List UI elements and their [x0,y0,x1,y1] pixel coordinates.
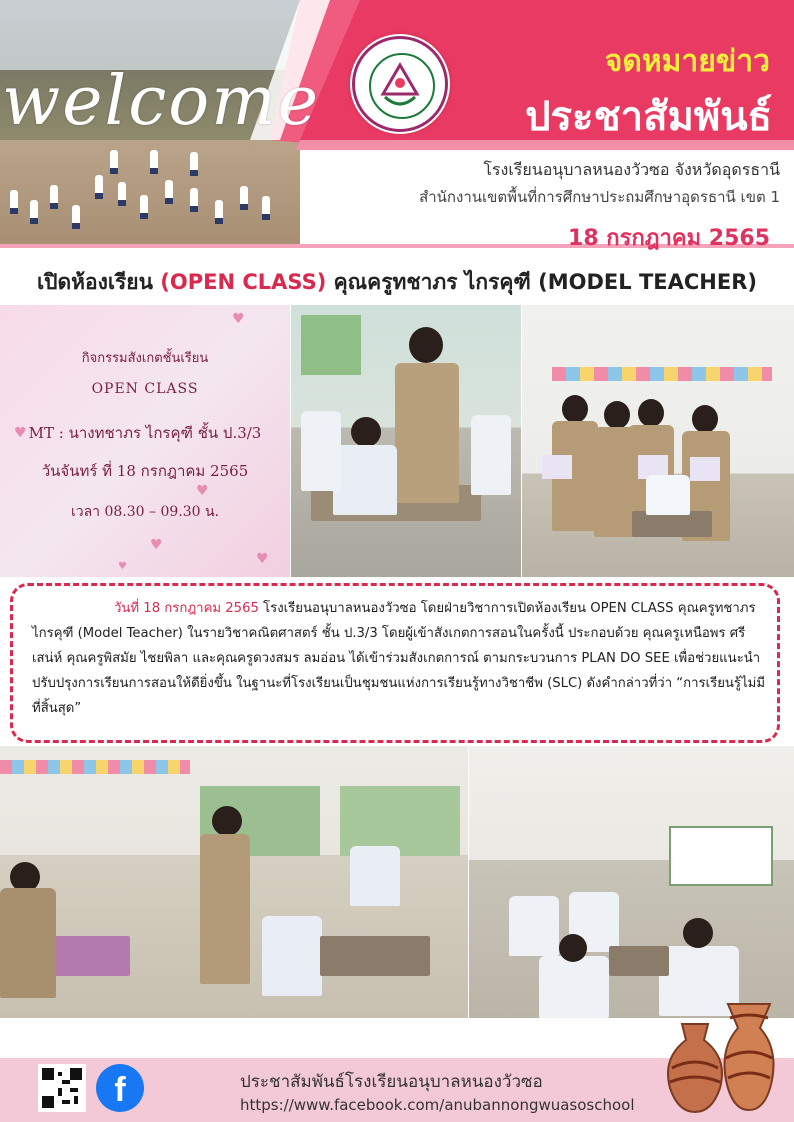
poster-line2: OPEN CLASS [91,381,199,397]
heart-icon: ♥ [118,561,127,572]
headline-part1: เปิดห้องเรียน [36,270,161,294]
issue-date: 18 กรกฎาคม 2565 [568,226,770,251]
footer-facebook-link[interactable]: https://www.facebook.com/anubannongwuasoschool [240,1096,635,1114]
summary-text [32,596,768,721]
heart-icon: ♥ [196,483,209,499]
headline-part3: คุณครูทชาภร ไกรคุฑี (MODEL TEACHER) [326,270,757,294]
headline-open-class: (OPEN CLASS) [160,270,327,294]
office-name: สำนักงานเขตพื้นที่การศึกษาประถมศึกษาอุดรธานี เขต 1 [419,188,780,206]
pr-title: ประชาสัมพันธ์ [525,94,772,140]
heart-icon: ♥ [14,425,27,441]
poster-line1: กิจกรรมสังเกตชั้นเรียน [81,351,209,366]
poster-line4: วันจันทร์ ที่ 18 กรกฎาคม 2565 [41,462,249,480]
header [0,0,794,250]
welcome-script: welcome [2,62,320,141]
facebook-icon[interactable]: f [96,1064,144,1112]
classroom-photo-wide [0,746,468,1018]
poster-line3: MT : นางทชาภร ไกรคุฑี ชั้น ป.3/3 [28,424,262,442]
school-name: โรงเรียนอนุบาลหนองวัวซอ จังหวัดอุดรธานี [483,160,780,179]
classroom-photo-students [469,746,794,1018]
heart-icon: ♥ [150,537,163,553]
classroom-photo-teacher [291,305,521,577]
poster-line5: เวลา 08.30 – 09.30 น. [70,504,220,520]
summary-date: วันที่ 18 กรกฎาคม 2565 [114,601,259,616]
heart-icon: ♥ [256,551,269,567]
school-logo [352,36,448,132]
heart-icon: ♥ [232,311,245,327]
activity-poster [0,305,290,577]
footer-page-name: ประชาสัมพันธ์โรงเรียนอนุบาลหนองวัวซอ [240,1072,543,1092]
ban-chiang-vase-icon [714,998,784,1116]
qr-code-icon[interactable] [38,1064,86,1112]
summary-body: โรงเรียนอนุบาลหนองวัวซอ โดยฝ่ายวิชาการเปิดห้องเรียน OPEN CLASS คุณครูทชาภร ไกรคุฑี (Model Teacher) ในรายวิชาคณิตศาสตร์ ชั้น ป.3/3 โดยผู้เข้าสังเกตการสอนในครั้งนี้ ประกอบด้วย คุณครูเหนือพร ศรีเสน่ห์ คุณครูพิสมัย ไชยพิลา และคุณครูดวงสมร ลมอ่อน ได้เข้าร่วมสังเกตการณ์ ตามกระบวนการ PLAN DO SEE เพื่อช่วยแนะนำปรับปรุงการเรียนการสอนให้ดียิ่งขึ้น ในฐานะที่โรงเรียนเป็นชุมชนแห่งการเรียนรู้ทางวิชาชีพ (SLC) ดังคำกล่าวที่ว่า “การเรียนรู้ไม่มีที่สิ้นสุด” [32,601,766,716]
newsletter-title: จดหมายข่าว [604,44,770,79]
logo-emblem-icon [355,39,445,129]
classroom-photo-observers [522,305,794,577]
headline [0,266,794,299]
